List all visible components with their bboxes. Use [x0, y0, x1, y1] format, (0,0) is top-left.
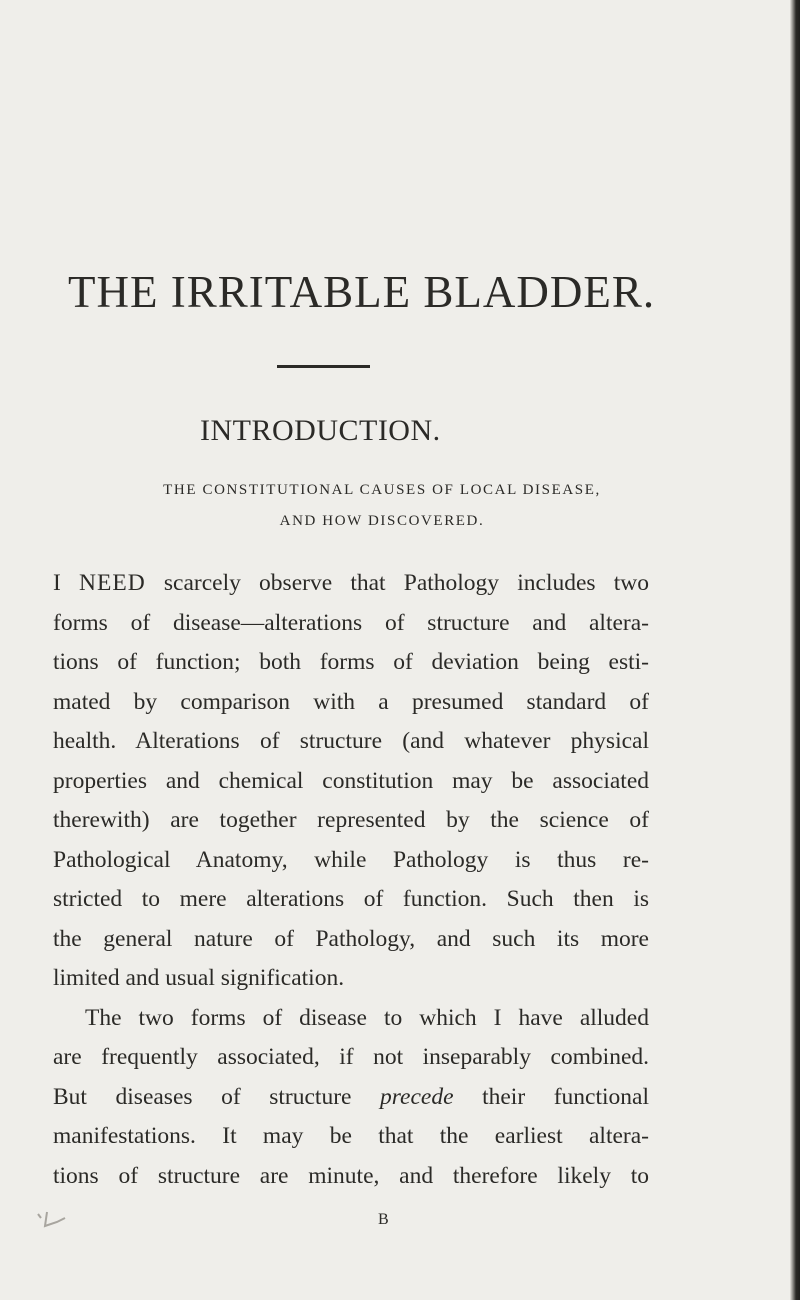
paragraph-1-line: therewith) are together represented by the science of — [53, 807, 649, 833]
paragraph-2-line: tions of structure are minute, and therefore likely to — [53, 1162, 649, 1189]
paragraph-1-line: health. Alterations of structure (and whatever physical — [53, 728, 649, 754]
paragraph-2-line: manifestations. It may be that the earliest altera- — [53, 1123, 649, 1149]
subheading-line-2: AND HOW DISCOVERED. — [279, 513, 485, 529]
paragraph-2-line: are frequently associated, if not inseparably combined. — [53, 1044, 649, 1070]
paragraph-1-line: properties and chemical constitution may be associated — [53, 767, 649, 794]
paragraph-1-line: Pathological Anatomy, while Pathology is thus re- — [53, 846, 649, 873]
title-rule — [277, 365, 370, 368]
paragraph-1-line: limited and usual signification. — [53, 965, 345, 991]
italic-word: precede — [380, 1083, 454, 1110]
page-title: THE IRRITABLE BLADDER. — [68, 267, 656, 317]
paragraph-2-line-3 — [53, 1078, 649, 1118]
body-text — [53, 564, 649, 1196]
paragraph-1-line-1 — [53, 564, 649, 604]
subheading-line-1: THE CONSTITUTIONAL CAUSES OF LOCAL DISEASE, — [163, 482, 601, 498]
paragraph-1-line: the general nature of Pathology, and such its more — [53, 925, 649, 952]
page-edge-shadow — [790, 0, 800, 1300]
signature-mark: B — [378, 1211, 389, 1228]
text-run: But diseases of structure — [53, 1083, 381, 1110]
paragraph-1-line: stricted to mere alterations of function. Such then is — [53, 886, 649, 912]
ink-mark — [35, 1208, 75, 1232]
text-run: their functional — [453, 1083, 649, 1110]
drop-initial: I — [53, 570, 61, 596]
section-heading: INTRODUCTION. — [200, 414, 441, 447]
paragraph-1-line: forms of disease—alterations of structure and altera- — [53, 609, 649, 636]
paragraph-1-line: tions of function; both forms of deviation being esti- — [53, 649, 649, 675]
paragraph-1-line-1-rest: scarcely observe that Pathology includes two — [145, 570, 650, 596]
smallcaps-word: NEED — [79, 570, 146, 596]
paragraph-1-line: mated by comparison with a presumed standard of — [53, 688, 649, 715]
paragraph-2-line: The two forms of disease to which I have alluded — [85, 1004, 649, 1031]
